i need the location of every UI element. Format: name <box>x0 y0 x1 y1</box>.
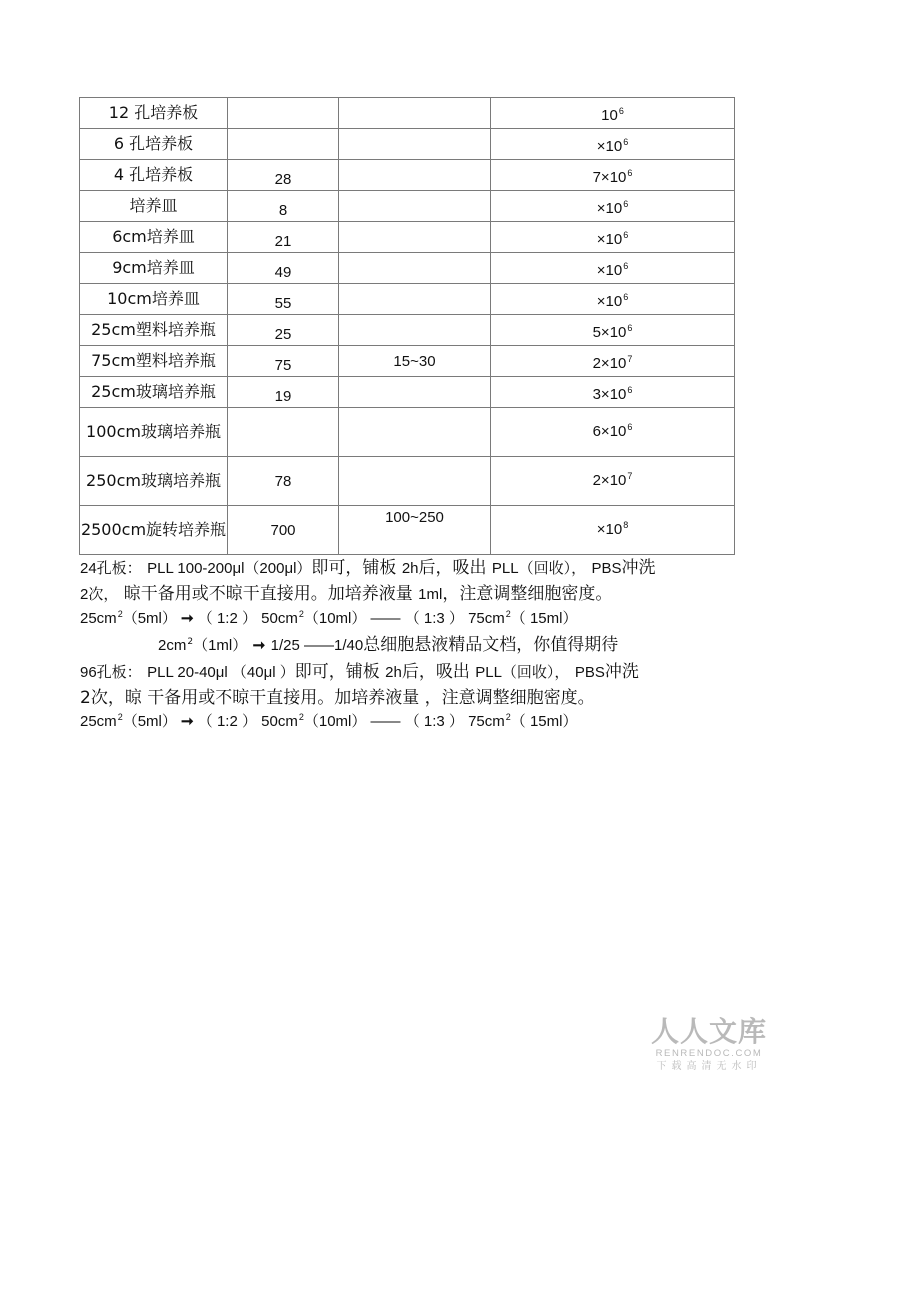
note-label: 24孔板： <box>80 560 142 577</box>
cell-count <box>491 457 735 506</box>
watermark-title: 人人文库 <box>650 1015 767 1048</box>
area-value <box>228 98 339 129</box>
cell-count-base: 10 <box>609 324 627 341</box>
vessel-name: 6 孔培养板 <box>80 129 228 160</box>
cell-count-exponent: 6 <box>623 292 629 302</box>
cell-count-exponent: 6 <box>627 385 633 395</box>
ratio-volume: （5ml） <box>122 610 177 627</box>
cell-count <box>491 191 735 222</box>
cell-count-prefix: 2× <box>592 471 610 489</box>
note-text: 2次，晾 干备用或不晾干直接用。加培养液量 ，注意调整细胞密度。 <box>80 687 595 708</box>
area-value: 28 <box>228 160 339 191</box>
ratio-sup: 2 <box>117 712 123 722</box>
cell-count-exponent: 6 <box>623 261 629 271</box>
note-time: 2h <box>401 560 419 577</box>
cell-count <box>491 253 735 284</box>
watermark-logo <box>646 1016 772 1073</box>
cell-count-prefix: 2× <box>592 355 610 372</box>
right-arrow-icon: ➞ <box>181 713 194 730</box>
cell-count <box>491 377 735 408</box>
cell-count-prefix: 7× <box>592 169 610 186</box>
cell-count <box>491 98 735 129</box>
area-value: 700 <box>228 506 339 555</box>
note-text: 即可，铺板 <box>311 558 397 578</box>
ratio-area: 50cm <box>261 713 298 730</box>
area-value: 55 <box>228 284 339 315</box>
vessel-name: 12 孔培养板 <box>80 98 228 129</box>
ratio-value: （ 1:2 ） <box>197 610 257 627</box>
area-value: 78 <box>228 457 339 506</box>
cell-count <box>491 160 735 191</box>
note-text: 即可，铺板 <box>294 662 380 682</box>
ratio-sup: 2 <box>298 712 304 722</box>
area-value: 49 <box>228 253 339 284</box>
table-row <box>80 506 735 555</box>
table-row <box>80 315 735 346</box>
ratio-area: 2cm <box>158 636 187 654</box>
volume-range <box>339 253 491 284</box>
ratio-sup: 2 <box>298 609 304 619</box>
vessel-name: 培养皿 <box>80 191 228 222</box>
cell-count-base: 10 <box>609 386 627 403</box>
split-ratio-line <box>80 607 840 633</box>
table-row <box>80 346 735 377</box>
cell-count-base: 10 <box>609 471 627 489</box>
note-24well-line2 <box>80 582 840 608</box>
cell-count-prefix: × <box>596 520 606 538</box>
cell-count-prefix: 6× <box>592 422 610 440</box>
vessel-name: 25cm塑料培养瓶 <box>80 315 228 346</box>
note-text: PLL（回收）， <box>475 664 570 681</box>
cell-count-prefix: × <box>596 231 606 248</box>
area-value: 75 <box>228 346 339 377</box>
area-value: 25 <box>228 315 339 346</box>
vessel-name: 250cm玻璃培养瓶 <box>80 457 228 506</box>
cell-count-exponent: 6 <box>623 230 629 240</box>
table-row <box>80 408 735 457</box>
protocol-notes <box>80 556 840 736</box>
note-text: 冲洗 <box>604 662 639 682</box>
area-value: 21 <box>228 222 339 253</box>
note-pll: PLL 100-200μl（200μl） <box>147 560 312 577</box>
volume-range: 100~250 <box>339 506 491 555</box>
cell-count <box>491 129 735 160</box>
note-text: 后，吸出 <box>418 558 487 578</box>
ratio-area: 25cm <box>80 713 117 730</box>
cell-count-prefix: × <box>596 262 606 279</box>
right-arrow-icon: ➞ <box>181 610 194 627</box>
cell-count-prefix: × <box>596 293 606 310</box>
note-volume: 1ml <box>418 585 443 603</box>
cell-count-base: 10 <box>605 200 623 217</box>
dilution-line <box>80 633 840 661</box>
note-text: 总细胞悬液精品文档，你值得期待 <box>363 634 619 655</box>
ratio-area: 25cm <box>80 610 117 627</box>
note-96well-line1 <box>80 660 840 686</box>
note-96well-line2 <box>80 686 840 711</box>
ratio-area: 50cm <box>261 610 298 627</box>
ratio-sup: 2 <box>505 609 511 619</box>
volume-range <box>339 377 491 408</box>
vessel-name: 100cm玻璃培养瓶 <box>80 408 228 457</box>
ratio-area: 75cm <box>468 713 505 730</box>
ratio-value: （ 1:3 ） <box>404 713 464 730</box>
table-row <box>80 160 735 191</box>
ratio-volume: （10ml） <box>303 610 367 627</box>
cell-count <box>491 284 735 315</box>
watermark-slogan: 下载高清无水印 <box>656 1061 762 1072</box>
area-value: 19 <box>228 377 339 408</box>
cell-count-exponent: 6 <box>627 168 633 178</box>
cell-count-base: 10 <box>601 107 618 124</box>
volume-range <box>339 408 491 457</box>
ratio-value: （ 1:2 ） <box>197 713 257 730</box>
note-text: 2次， <box>80 585 119 603</box>
cell-count <box>491 315 735 346</box>
table-row <box>80 129 735 160</box>
note-pbs: PBS <box>591 560 622 577</box>
table-row <box>80 222 735 253</box>
note-label: 96孔板： <box>80 664 142 681</box>
area-value <box>228 129 339 160</box>
cell-count <box>491 506 735 555</box>
cell-count-exponent: 7 <box>627 470 633 481</box>
area-value <box>228 408 339 457</box>
table-row <box>80 284 735 315</box>
cell-count-exponent: 6 <box>623 137 629 147</box>
note-pll: PLL 20-40μl （40μl ） <box>147 664 295 681</box>
ratio-volume: （ 15ml） <box>510 610 578 627</box>
volume-range <box>339 191 491 222</box>
vessel-name: 9cm培养皿 <box>80 253 228 284</box>
note-pbs: PBS <box>574 664 605 681</box>
cell-count-prefix: × <box>596 200 606 217</box>
cell-count-exponent: 8 <box>623 519 629 530</box>
table-row <box>80 253 735 284</box>
cell-count <box>491 408 735 457</box>
culture-vessel-table <box>79 97 735 555</box>
volume-range <box>339 315 491 346</box>
ratio-volume: （ 15ml） <box>510 713 578 730</box>
cell-count-base: 10 <box>605 520 623 538</box>
volume-range <box>339 284 491 315</box>
dilution-range: 1/25 ——1/40 <box>270 636 364 654</box>
cell-count-exponent: 6 <box>623 199 629 209</box>
note-text: 冲洗 <box>621 558 656 578</box>
ratio-area: 75cm <box>468 610 505 627</box>
cell-count-exponent: 6 <box>627 323 633 333</box>
cell-count-base: 10 <box>609 169 627 186</box>
volume-range <box>339 129 491 160</box>
ratio-sup: 2 <box>505 712 511 722</box>
cell-count-prefix: × <box>596 138 606 155</box>
cell-count-exponent: 6 <box>627 421 633 432</box>
vessel-name: 2500cm旋转培养瓶 <box>80 506 228 555</box>
cell-count-base: 10 <box>605 231 623 248</box>
table-row <box>80 191 735 222</box>
ratio-sup: 2 <box>187 636 194 647</box>
table-row <box>80 377 735 408</box>
dash-separator: —— <box>370 713 401 730</box>
cell-count-base: 10 <box>609 422 627 440</box>
ratio-volume: （1ml） <box>193 636 248 654</box>
cell-count-base: 10 <box>605 293 623 310</box>
note-text: ，注意调整细胞密度。 <box>442 583 613 604</box>
cell-count-prefix: 5× <box>592 324 610 341</box>
volume-range <box>339 457 491 506</box>
ratio-volume: （5ml） <box>122 713 177 730</box>
volume-range: 15~30 <box>339 346 491 377</box>
cell-count-base: 10 <box>605 262 623 279</box>
vessel-name: 10cm培养皿 <box>80 284 228 315</box>
watermark-domain: RENRENDOC.COM <box>655 1048 763 1059</box>
note-text: 晾干备用或不晾干直接用。加培养液量 <box>123 583 413 604</box>
vessel-name: 75cm塑料培养瓶 <box>80 346 228 377</box>
cell-count-base: 10 <box>609 355 627 372</box>
vessel-name: 25cm玻璃培养瓶 <box>80 377 228 408</box>
right-arrow-icon: ➞ <box>252 636 266 654</box>
note-24well-line1 <box>80 556 840 582</box>
volume-range <box>339 98 491 129</box>
cell-count <box>491 346 735 377</box>
table-row <box>80 457 735 506</box>
vessel-name: 6cm培养皿 <box>80 222 228 253</box>
ratio-volume: （10ml） <box>303 713 367 730</box>
volume-range <box>339 160 491 191</box>
cell-count-base: 10 <box>605 138 623 155</box>
split-ratio-line <box>80 710 840 736</box>
dash-separator: —— <box>370 610 401 627</box>
vessel-name: 4 孔培养板 <box>80 160 228 191</box>
cell-count <box>491 222 735 253</box>
ratio-sup: 2 <box>117 609 123 619</box>
volume-range <box>339 222 491 253</box>
ratio-value: （ 1:3 ） <box>404 610 464 627</box>
note-time: 2h <box>385 664 402 681</box>
cell-count-exponent: 7 <box>627 354 633 364</box>
note-text: PLL（回收）， <box>491 560 587 577</box>
table-row <box>80 98 735 129</box>
note-text: 后，吸出 <box>401 662 470 682</box>
area-value: 8 <box>228 191 339 222</box>
cell-count-exponent: 6 <box>618 106 624 116</box>
cell-count-prefix: 3× <box>592 386 610 403</box>
